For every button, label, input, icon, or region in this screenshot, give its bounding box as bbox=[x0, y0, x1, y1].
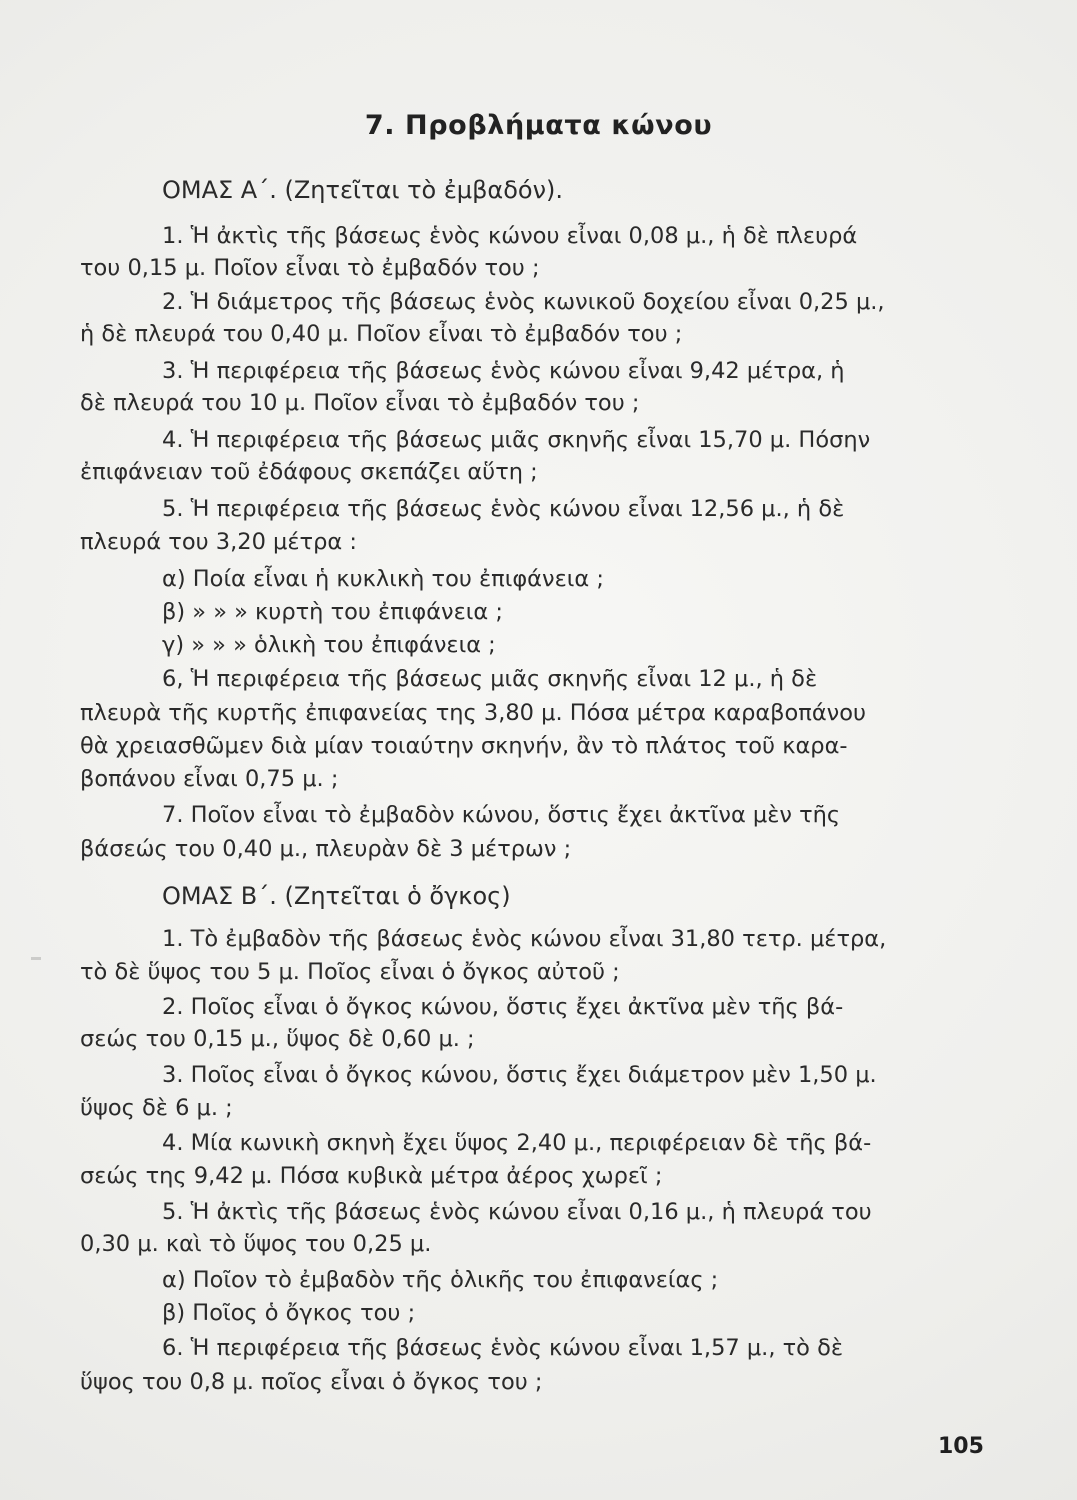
section-a-line-4: ἡ δὲ πλευρά του 0,40 μ. Ποῖον εἶναι τὸ ἐμβαδόν του ; bbox=[80, 321, 683, 347]
margin-mark bbox=[31, 957, 41, 960]
section-a-heading: ΟΜΑΣ Α΄. (Ζητεῖται τὸ ἐμβαδόν). bbox=[162, 176, 563, 204]
section-a-line-19: βάσεώς του 0,40 μ., πλευρὰν δὲ 3 μέτρων ; bbox=[80, 836, 572, 862]
section-a-line-1: 1. Ἡ ἀκτὶς τῆς βάσεως ἑνὸς κώνου εἶναι 0,08 μ., ἡ δὲ πλευρά bbox=[162, 223, 858, 249]
section-a-line-5: 3. Ἡ περιφέρεια τῆς βάσεως ἑνὸς κώνου εἶναι 9,42 μέτρα, ἡ bbox=[162, 358, 845, 384]
section-b-line-13: 6. Ἡ περιφέρεια τῆς βάσεως ἑνὸς κώνου εἶναι 1,57 μ., τὸ δὲ bbox=[162, 1335, 844, 1361]
section-b-line-14: ὕψος του 0,8 μ. ποῖος εἶναι ὁ ὄγκος του ; bbox=[80, 1369, 543, 1395]
section-a-line-16: θὰ χρειασθῶμεν διὰ μίαν τοιαύτην σκηνήν, ἂν τὸ πλάτος τοῦ καρα- bbox=[80, 733, 848, 759]
section-a-line-18: 7. Ποῖον εἶναι τὸ ἐμβαδὸν κώνου, ὅστις ἔχει ἀκτῖνα μὲν τῆς bbox=[162, 802, 841, 828]
section-b-line-11: α) Ποῖον τὸ ἐμβαδὸν τῆς ὁλικῆς του ἐπιφανείας ; bbox=[162, 1267, 719, 1293]
section-b-line-4: σεώς του 0,15 μ., ὕψος δὲ 0,60 μ. ; bbox=[80, 1026, 475, 1052]
page-number: 105 bbox=[938, 1434, 984, 1459]
section-a-line-17: βοπάνου εἶναι 0,75 μ. ; bbox=[80, 766, 339, 792]
section-b-line-3: 2. Ποῖος εἶναι ὁ ὄγκος κώνου, ὅστις ἔχει ἀκτῖνα μὲν τῆς βά- bbox=[162, 994, 844, 1020]
section-b-line-10: 0,30 μ. καὶ τὸ ὕψος του 0,25 μ. bbox=[80, 1231, 432, 1257]
section-a-line-2: του 0,15 μ. Ποῖον εἶναι τὸ ἐμβαδόν του ; bbox=[80, 255, 540, 281]
section-b-line-7: 4. Μία κωνικὴ σκηνὴ ἔχει ὕψος 2,40 μ., περιφέρειαν δὲ τῆς βά- bbox=[162, 1130, 872, 1156]
section-a-line-8: ἐπιφάνειαν τοῦ ἐδάφους σκεπάζει αὕτη ; bbox=[80, 459, 538, 485]
section-b-line-8: σεώς της 9,42 μ. Πόσα κυβικὰ μέτρα ἀέρος χωρεῖ ; bbox=[80, 1163, 663, 1189]
section-a-line-13: γ) » » » ὁλικὴ του ἐπιφάνεια ; bbox=[162, 632, 496, 658]
section-a-line-9: 5. Ἡ περιφέρεια τῆς βάσεως ἑνὸς κώνου εἶναι 12,56 μ., ἡ δὲ bbox=[162, 496, 845, 522]
section-a-line-7: 4. Ἡ περιφέρεια τῆς βάσεως μιᾶς σκηνῆς εἶναι 15,70 μ. Πόσην bbox=[162, 427, 871, 453]
section-b-heading: ΟΜΑΣ Β΄. (Ζητεῖται ὁ ὄγκος) bbox=[162, 882, 511, 910]
section-a-line-15: πλευρὰ τῆς κυρτῆς ἐπιφανείας της 3,80 μ. Πόσα μέτρα καραβοπάνου bbox=[80, 700, 867, 726]
section-a-line-12: β) » » » κυρτὴ του ἐπιφάνεια ; bbox=[162, 599, 503, 625]
section-a-line-3: 2. Ἡ διάμετρος τῆς βάσεως ἑνὸς κωνικοῦ δοχείου εἶναι 0,25 μ., bbox=[162, 289, 885, 315]
section-a-line-11: α) Ποία εἶναι ἡ κυκλικὴ του ἐπιφάνεια ; bbox=[162, 566, 604, 592]
page-title: 7. Προβλήματα κώνου bbox=[364, 110, 713, 141]
section-a-line-14: 6, Ἡ περιφέρεια τῆς βάσεως μιᾶς σκηνῆς εἶναι 12 μ., ἡ δὲ bbox=[162, 666, 818, 692]
section-b-line-9: 5. Ἡ ἀκτὶς τῆς βάσεως ἑνὸς κώνου εἶναι 0,16 μ., ἡ πλευρά του bbox=[162, 1199, 872, 1225]
section-a-line-6: δὲ πλευρά του 10 μ. Ποῖον εἶναι τὸ ἐμβαδόν του ; bbox=[80, 390, 640, 416]
section-b-line-5: 3. Ποῖος εἶναι ὁ ὄγκος κώνου, ὅστις ἔχει διάμετρον μὲν 1,50 μ. bbox=[162, 1062, 877, 1088]
section-b-line-12: β) Ποῖος ὁ ὄγκος του ; bbox=[162, 1300, 416, 1326]
section-b-line-1: 1. Τὸ ἐμβαδὸν τῆς βάσεως ἑνὸς κώνου εἶναι 31,80 τετρ. μέτρα, bbox=[162, 926, 887, 952]
section-b-line-2: τὸ δὲ ὕψος του 5 μ. Ποῖος εἶναι ὁ ὄγκος αὐτοῦ ; bbox=[80, 959, 620, 985]
section-b-line-6: ὕψος δὲ 6 μ. ; bbox=[80, 1095, 233, 1121]
section-a-line-10: πλευρά του 3,20 μέτρα : bbox=[80, 529, 357, 555]
